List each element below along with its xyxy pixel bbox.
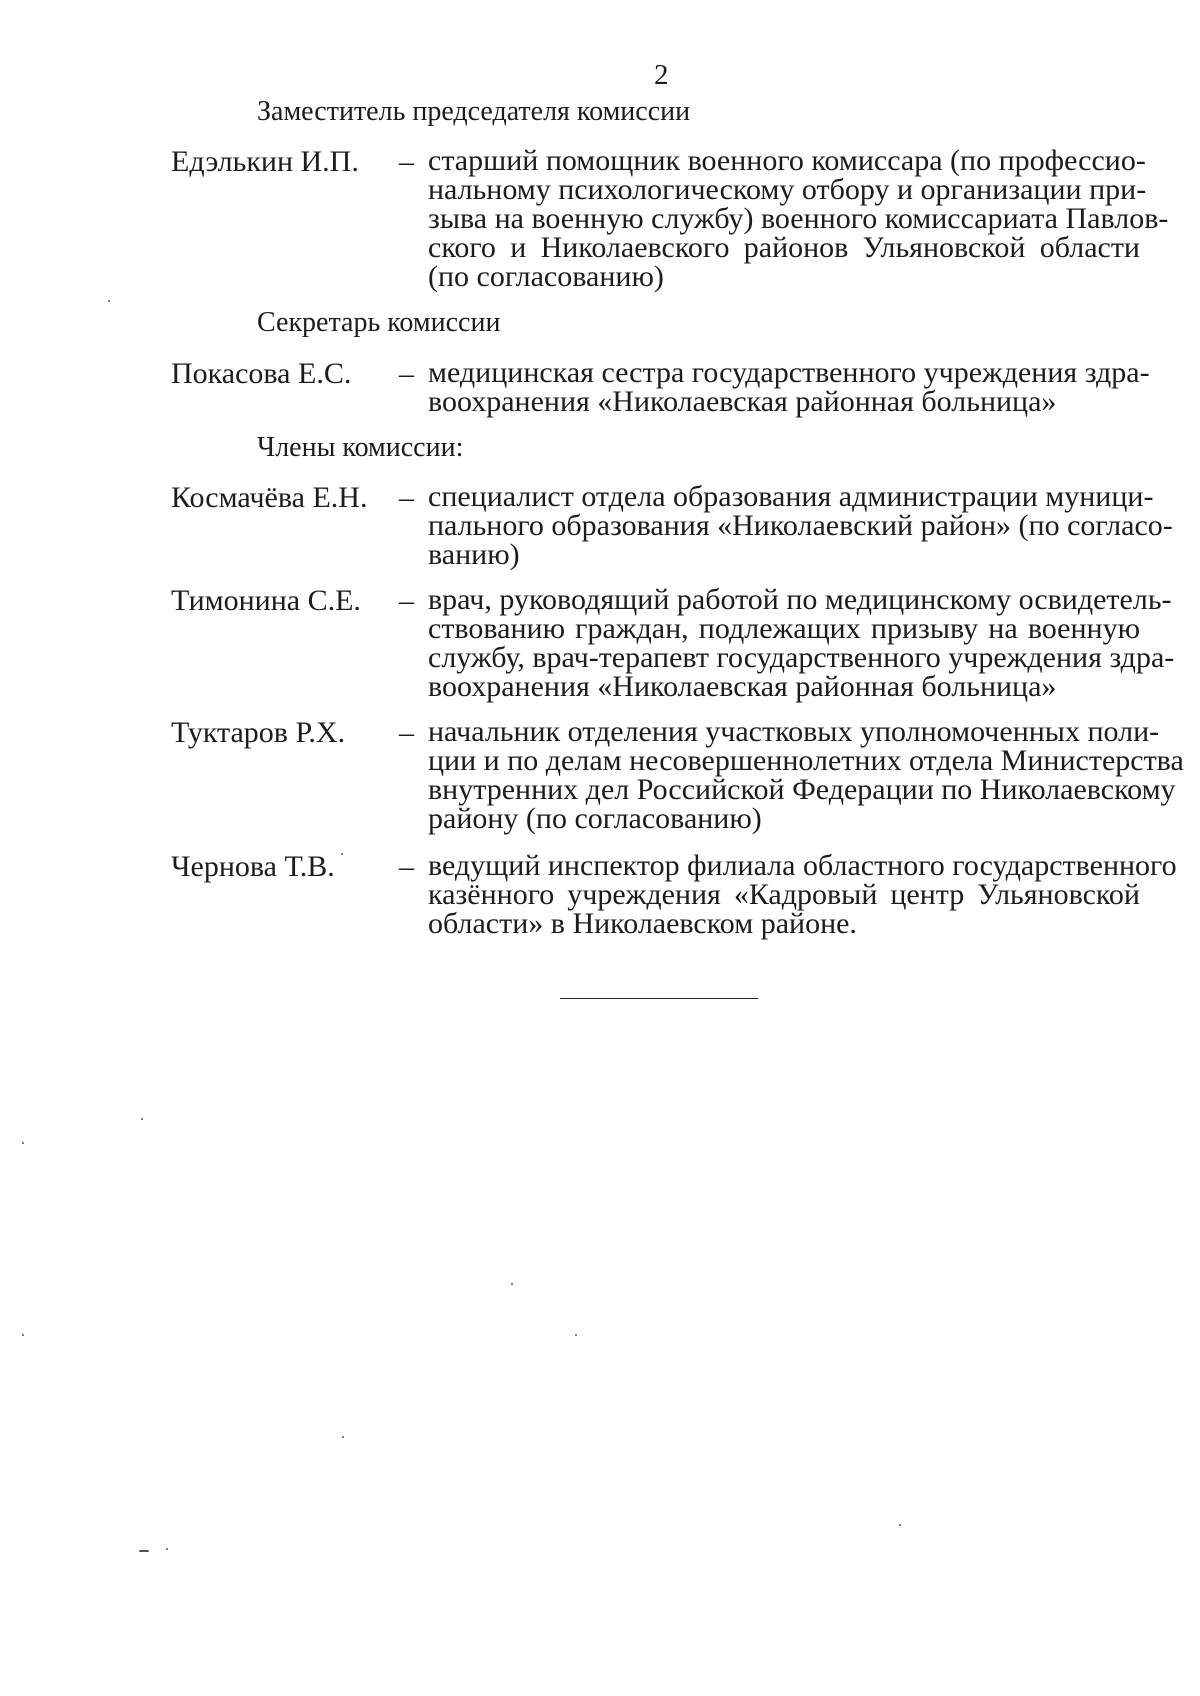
description-line: воохранения «Николаевская районная больница»	[428, 670, 1057, 703]
scan-speck	[341, 853, 343, 855]
description-line: службу, врач-терапевт государственного учреждения здра-	[428, 641, 1175, 674]
description-line: ствованию граждан, подлежащих призыву на военную	[428, 612, 1140, 645]
description-line: начальник отделения участковых уполномоченных поли-	[428, 715, 1160, 748]
description-line: казённого учреждения «Кадровый центр Ульяновской	[428, 878, 1140, 911]
scan-speck	[139, 1550, 149, 1552]
dash: –	[399, 481, 414, 514]
scan-speck	[22, 1334, 24, 1336]
scan-speck	[511, 1283, 513, 1285]
description-line: ванию)	[428, 538, 520, 571]
scan-speck	[166, 1548, 168, 1550]
scan-speck	[108, 300, 110, 302]
member-name: Туктаров Р.Х.	[171, 716, 346, 749]
description-line: ции и по делам несовершеннолетних отдела Министерства	[428, 744, 1184, 777]
member-name: Тимонина С.Е.	[171, 584, 361, 617]
dash: –	[399, 716, 414, 749]
dash: –	[399, 357, 414, 390]
description-line: (по согласованию)	[428, 260, 664, 293]
page-number: 2	[654, 59, 669, 91]
member-name: Чернова Т.В.	[171, 850, 335, 883]
description-line: области» в Николаевском районе.	[428, 907, 857, 940]
member-description	[428, 144, 1169, 293]
description-line: зыва на военную службу) военного комиссариата Павлов-	[428, 202, 1169, 235]
scan-speck	[141, 1118, 143, 1120]
description-line: старший помощник военного комиссара (по профессио-	[428, 144, 1146, 177]
member-description	[428, 356, 1150, 418]
description-line: ского и Николаевского районов Ульяновской области	[428, 231, 1140, 264]
member-description	[428, 849, 1177, 940]
dash: –	[399, 145, 414, 178]
dash: –	[399, 850, 414, 883]
description-line: пального образования «Николаевский район» (по согласо-	[428, 509, 1173, 542]
end-rule	[560, 998, 758, 999]
member-description	[428, 715, 1184, 835]
scan-speck	[899, 1524, 901, 1526]
description-line: врач, руководящий работой по медицинскому освидетель-	[428, 583, 1172, 616]
member-name: Космачёва Е.Н.	[171, 481, 368, 514]
description-line: внутренних дел Российской Федерации по Николаевскому	[428, 773, 1176, 806]
description-line: ведущий инспектор филиала областного государственного	[428, 849, 1177, 882]
section-title-deputy: Заместитель председателя комиссии	[257, 96, 691, 127]
member-description	[428, 480, 1173, 571]
scan-speck	[575, 1334, 577, 1336]
scan-speck	[342, 1436, 344, 1438]
section-title-members: Члены комиссии:	[257, 432, 464, 463]
description-line: медицинская сестра государственного учреждения здра-	[428, 356, 1150, 389]
description-line: району (по согласованию)	[428, 802, 762, 835]
member-description	[428, 583, 1175, 703]
description-line: нальному психологическому отбору и организации при-	[428, 173, 1147, 206]
dash: –	[399, 584, 414, 617]
description-line: специалист отдела образования администрации муници-	[428, 480, 1154, 513]
member-name: Покасова Е.С.	[171, 357, 352, 390]
description-line: воохранения «Николаевская районная больница»	[428, 385, 1057, 418]
section-title-secretary: Секретарь комиссии	[257, 307, 501, 338]
member-name: Едэлькин И.П.	[171, 145, 359, 178]
scan-speck	[22, 1142, 24, 1144]
